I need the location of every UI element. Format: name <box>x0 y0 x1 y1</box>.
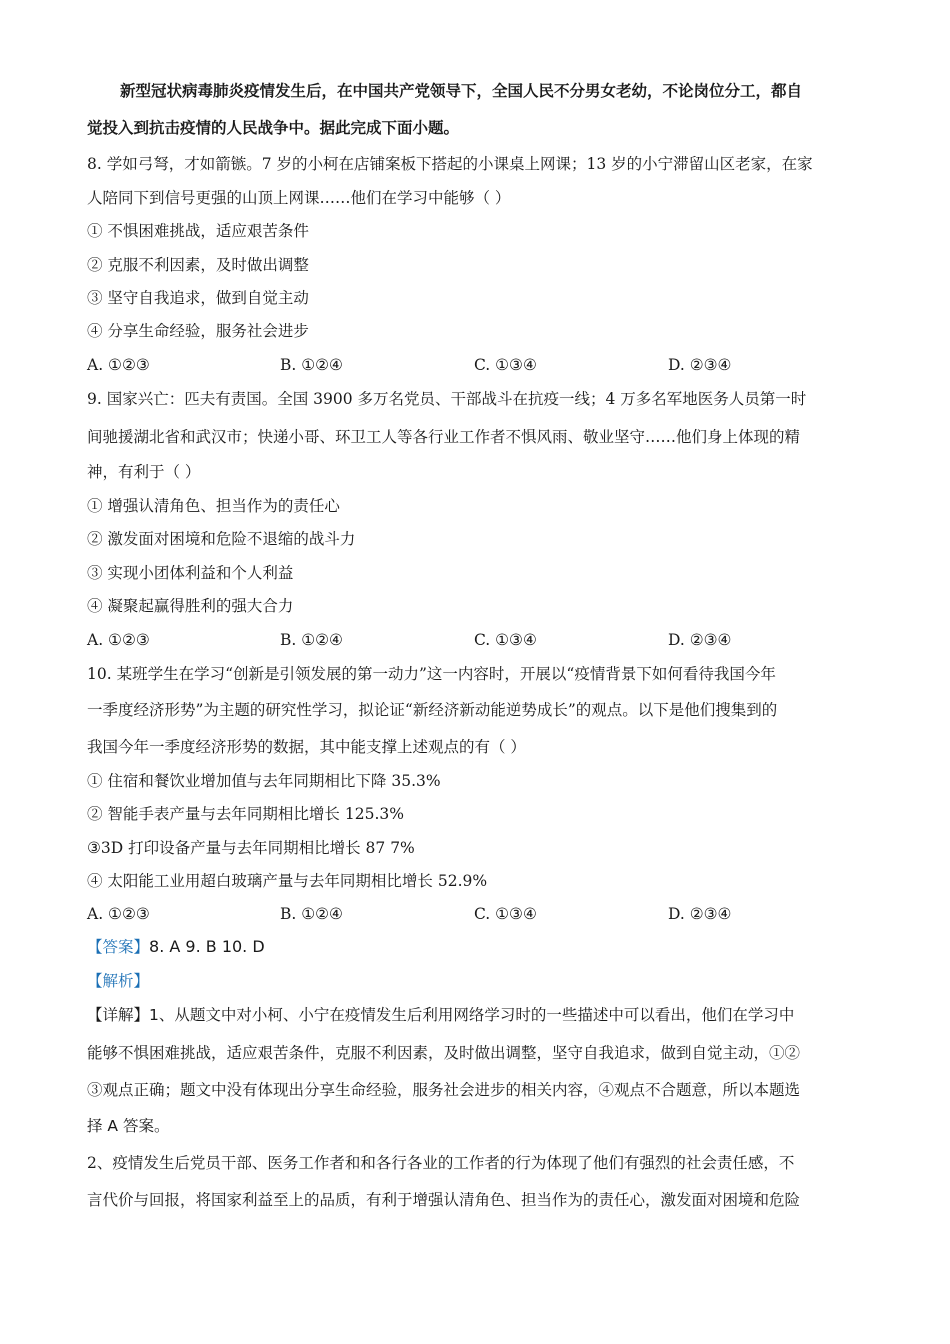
q9-stem-line-1: 9. 国家兴亡：匹夫有责国。全国 3900 多万名党员、干部战斗在抗疫一线；4 万多名军地医务人员第一时 <box>87 390 807 408</box>
q9-option-d: D. ②③④ <box>668 631 732 649</box>
q10-stem-line-3: 我国今年一季度经济形势的数据，其中能支撑上述观点的有（ ） <box>87 738 526 756</box>
q9-item-4: ④ 凝聚起赢得胜利的强大合力 <box>87 597 294 615</box>
q10-item-1: ① 住宿和餐饮业增加值与去年同期相比下降 35.3% <box>87 772 441 790</box>
q10-option-d: D. ②③④ <box>668 905 732 923</box>
q9-option-b: B. ①②④ <box>280 631 343 649</box>
q10-stem-line-1: 10. 某班学生在学习“创新是引领发展的第一动力”这一内容时，开展以“疫情背景下如何看待我国今年 <box>87 665 776 683</box>
q8-option-d: D. ②③④ <box>668 356 732 374</box>
q9-item-1: ① 增强认清角色、担当作为的责任心 <box>87 497 340 515</box>
analysis-p1-text-1: 1、从题文中对小柯、小宁在疫情发生后利用网络学习时的一些描述中可以看出，他们在学习中 <box>149 1006 795 1024</box>
q8-stem-line-2: 人陪同下到信号更强的山顶上网课……他们在学习中能够（ ） <box>87 189 511 207</box>
analysis-p2-line-2: 言代价与回报，将国家利益至上的品质，有利于增强认清角色、担当作为的责任心，激发面对困境和危险 <box>87 1191 801 1209</box>
q10-item-3: ③3D 打印设备产量与去年同期相比增长 87 7% <box>87 839 415 857</box>
detail-tag: 【详解】 <box>87 1006 150 1024</box>
q10-stem-line-2: 一季度经济形势”为主题的研究性学习，拟论证“新经济新动能逆势成长”的观点。以下是他们搜集到的 <box>87 701 778 719</box>
analysis-p1-line-1 <box>87 1005 877 1025</box>
q8-item-2: ② 克服不利因素，及时做出调整 <box>87 256 309 274</box>
q8-stem-line-1: 8. 学如弓弩，才如箭镞。7 岁的小柯在店铺案板下搭起的小课桌上网课；13 岁的小宁滞留山区老家，在家 <box>87 155 813 173</box>
q9-stem-line-3: 神，有利于（ ） <box>87 463 201 481</box>
q8-item-1: ① 不惧困难挑战，适应艰苦条件 <box>87 222 309 240</box>
analysis-p2-line-1: 2、疫情发生后党员干部、医务工作者和和各行各业的工作者的行为体现了他们有强烈的社会责任感，不 <box>87 1154 795 1172</box>
q8-item-3: ③ 坚守自我追求，做到自觉主动 <box>87 289 309 307</box>
q8-option-b: B. ①②④ <box>280 356 343 374</box>
q9-item-3: ③ 实现小团体利益和个人利益 <box>87 564 294 582</box>
q10-option-b: B. ①②④ <box>280 905 343 923</box>
q10-item-4: ④ 太阳能工业用超白玻璃产量与去年同期相比增长 52.9% <box>87 872 488 890</box>
answer-line <box>87 937 877 957</box>
q10-item-2: ② 智能手表产量与去年同期相比增长 125.3% <box>87 805 404 823</box>
q10-option-a: A. ①②③ <box>87 905 150 923</box>
analysis-p1-line-3: ③观点正确；题文中没有体现出分享生命经验，服务社会进步的相关内容，④观点不合题意，所以本题选 <box>87 1081 801 1099</box>
q8-item-4: ④ 分享生命经验，服务社会进步 <box>87 322 309 340</box>
q9-item-2: ② 激发面对困境和危险不退缩的战斗力 <box>87 530 356 548</box>
analysis-tag-line <box>87 971 877 991</box>
intro-line-1: 新型冠状病毒肺炎疫情发生后，在中国共产党领导下，全国人民不分男女老幼，不论岗位分工，都自 <box>120 81 803 100</box>
q9-stem-line-2: 间驰援湖北省和武汉市；快递小哥、环卫工人等各行业工作者不惧风雨、敬业坚守……他们身上体现的精 <box>87 428 801 446</box>
answer-values: 8. A 9. B 10. D <box>149 937 265 956</box>
q8-option-a: A. ①②③ <box>87 356 150 374</box>
answer-tag: 【答案】 <box>87 938 150 956</box>
analysis-p1-line-2: 能够不惧困难挑战，适应艰苦条件，克服不利因素，及时做出调整，坚守自我追求，做到自觉主动，①② <box>87 1044 801 1062</box>
q9-option-c: C. ①③④ <box>474 631 537 649</box>
q8-option-c: C. ①③④ <box>474 356 537 374</box>
intro-line-2: 觉投入到抗击疫情的人民战争中。据此完成下面小题。 <box>87 118 460 137</box>
analysis-p1-line-4: 择 A 答案。 <box>87 1117 170 1135</box>
q9-option-a: A. ①②③ <box>87 631 150 649</box>
q10-option-c: C. ①③④ <box>474 905 537 923</box>
analysis-tag: 【解析】 <box>87 972 150 990</box>
